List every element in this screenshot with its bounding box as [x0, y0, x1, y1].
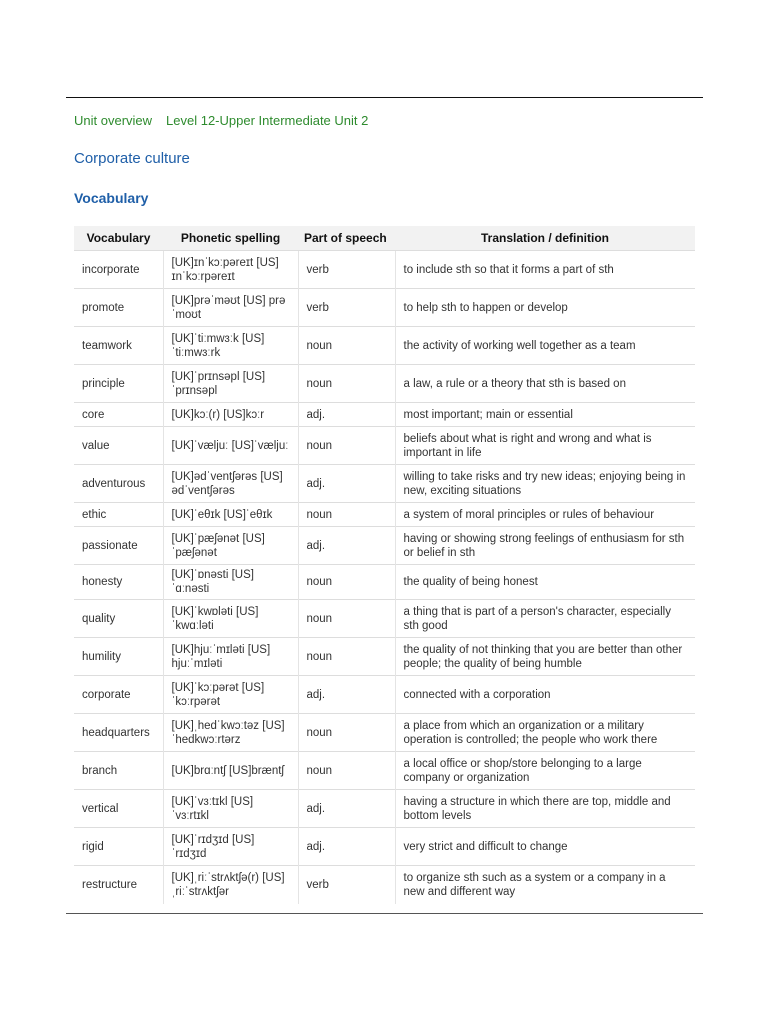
vocabulary-cell: incorporate	[74, 251, 163, 289]
phonetic-cell: [UK]hjuːˈmɪləti [US] hjuːˈmɪləti	[163, 638, 298, 676]
table-header-row	[74, 226, 695, 251]
vocabulary-cell: passionate	[74, 527, 163, 565]
part-of-speech-cell: noun	[298, 600, 395, 638]
part-of-speech-cell: verb	[298, 289, 395, 327]
phonetic-cell: [UK]prəˈməʊt [US] prəˈmoʊt	[163, 289, 298, 327]
phonetic-cell: [UK]ˈɒnəsti [US] ˈɑːnəsti	[163, 565, 298, 600]
definition-cell: having or showing strong feelings of enthusiasm for sth or belief in sth	[395, 527, 695, 565]
vocabulary-cell: branch	[74, 752, 163, 790]
table-row	[74, 676, 695, 714]
table-row	[74, 327, 695, 365]
breadcrumb-level-link[interactable]: Level 12-Upper Intermediate Unit 2	[166, 113, 369, 128]
vocabulary-cell: honesty	[74, 565, 163, 600]
part-of-speech-cell: noun	[298, 327, 395, 365]
part-of-speech-cell: adj.	[298, 465, 395, 503]
table-row	[74, 565, 695, 600]
part-of-speech-cell: adj.	[298, 790, 395, 828]
part-of-speech-cell: verb	[298, 866, 395, 904]
part-of-speech-cell: noun	[298, 565, 395, 600]
part-of-speech-cell: noun	[298, 365, 395, 403]
vocabulary-cell: quality	[74, 600, 163, 638]
vocabulary-table	[74, 226, 695, 904]
phonetic-cell: [UK]brɑːntʃ [US]bræntʃ	[163, 752, 298, 790]
top-divider	[66, 97, 703, 98]
vocabulary-cell: value	[74, 427, 163, 465]
vocabulary-cell: teamwork	[74, 327, 163, 365]
table-row	[74, 600, 695, 638]
definition-cell: to help sth to happen or develop	[395, 289, 695, 327]
bottom-divider	[66, 913, 703, 914]
header-vocabulary: Vocabulary	[74, 226, 163, 251]
vocabulary-cell: promote	[74, 289, 163, 327]
vocabulary-cell: restructure	[74, 866, 163, 904]
part-of-speech-cell: noun	[298, 638, 395, 676]
table-row	[74, 289, 695, 327]
definition-cell: willing to take risks and try new ideas; enjoying being in new, exciting situations	[395, 465, 695, 503]
phonetic-cell: [UK]ˈkɔːpərət [US] ˈkɔːrpərət	[163, 676, 298, 714]
part-of-speech-cell: noun	[298, 752, 395, 790]
vocabulary-cell: corporate	[74, 676, 163, 714]
phonetic-cell: [UK]ˈpæʃənət [US] ˈpæʃənət	[163, 527, 298, 565]
table-row	[74, 828, 695, 866]
vocabulary-cell: vertical	[74, 790, 163, 828]
definition-cell: beliefs about what is right and wrong and what is important in life	[395, 427, 695, 465]
table-row	[74, 714, 695, 752]
definition-cell: connected with a corporation	[395, 676, 695, 714]
definition-cell: having a structure in which there are top, middle and bottom levels	[395, 790, 695, 828]
phonetic-cell: [UK]ˌriːˈstrʌktʃə(r) [US] ˌriːˈstrʌktʃər	[163, 866, 298, 904]
phonetic-cell: [UK]ˈkwɒləti [US] ˈkwɑːləti	[163, 600, 298, 638]
header-translation-definition: Translation / definition	[395, 226, 695, 251]
phonetic-cell: [UK]ədˈventʃərəs [US] ədˈventʃərəs	[163, 465, 298, 503]
vocabulary-cell: humility	[74, 638, 163, 676]
phonetic-cell: [UK]ˈeθɪk [US]ˈeθɪk	[163, 503, 298, 527]
part-of-speech-cell: adj.	[298, 403, 395, 427]
part-of-speech-cell: adj.	[298, 676, 395, 714]
part-of-speech-cell: noun	[298, 427, 395, 465]
part-of-speech-cell: adj.	[298, 828, 395, 866]
page-title: Corporate culture	[74, 150, 190, 167]
table-row	[74, 403, 695, 427]
table-row	[74, 790, 695, 828]
phonetic-cell: [UK]ˈvæljuː [US]ˈvæljuː	[163, 427, 298, 465]
vocabulary-cell: headquarters	[74, 714, 163, 752]
table-row	[74, 527, 695, 565]
table-row	[74, 251, 695, 289]
table-row	[74, 503, 695, 527]
definition-cell: a system of moral principles or rules of behaviour	[395, 503, 695, 527]
table-row	[74, 752, 695, 790]
phonetic-cell: [UK]ɪnˈkɔːpəreɪt [US] ɪnˈkɔːrpəreɪt	[163, 251, 298, 289]
phonetic-cell: [UK]ˌhedˈkwɔːtəz [US] ˈhedkwɔːrtərz	[163, 714, 298, 752]
phonetic-cell: [UK]ˈtiːmwɜːk [US] ˈtiːmwɜːrk	[163, 327, 298, 365]
table-row	[74, 465, 695, 503]
table-row	[74, 427, 695, 465]
phonetic-cell: [UK]kɔː(r) [US]kɔːr	[163, 403, 298, 427]
phonetic-cell: [UK]ˈvɜːtɪkl [US]ˈvɜːrtɪkl	[163, 790, 298, 828]
definition-cell: a thing that is part of a person's character, especially sth good	[395, 600, 695, 638]
definition-cell: the quality of being honest	[395, 565, 695, 600]
vocabulary-cell: adventurous	[74, 465, 163, 503]
definition-cell: the activity of working well together as a team	[395, 327, 695, 365]
vocabulary-cell: rigid	[74, 828, 163, 866]
definition-cell: a place from which an organization or a military operation is controlled; the people who work there	[395, 714, 695, 752]
header-phonetic-spelling: Phonetic spelling	[163, 226, 298, 251]
vocabulary-cell: core	[74, 403, 163, 427]
part-of-speech-cell: adj.	[298, 527, 395, 565]
definition-cell: most important; main or essential	[395, 403, 695, 427]
definition-cell: to include sth so that it forms a part of sth	[395, 251, 695, 289]
section-title: Vocabulary	[74, 190, 149, 206]
table-row	[74, 866, 695, 904]
vocabulary-cell: ethic	[74, 503, 163, 527]
part-of-speech-cell: noun	[298, 714, 395, 752]
phonetic-cell: [UK]ˈprɪnsəpl [US] ˈprɪnsəpl	[163, 365, 298, 403]
table-body	[74, 251, 695, 904]
part-of-speech-cell: noun	[298, 503, 395, 527]
breadcrumb	[74, 113, 368, 128]
phonetic-cell: [UK]ˈrɪdʒɪd [US] ˈrɪdʒɪd	[163, 828, 298, 866]
part-of-speech-cell: verb	[298, 251, 395, 289]
definition-cell: a law, a rule or a theory that sth is based on	[395, 365, 695, 403]
header-part-of-speech: Part of speech	[298, 226, 395, 251]
definition-cell: to organize sth such as a system or a company in a new and different way	[395, 866, 695, 904]
table-row	[74, 638, 695, 676]
definition-cell: the quality of not thinking that you are better than other people; the quality of being humble	[395, 638, 695, 676]
breadcrumb-unit-overview-link[interactable]: Unit overview	[74, 113, 153, 128]
definition-cell: very strict and difficult to change	[395, 828, 695, 866]
vocabulary-cell: principle	[74, 365, 163, 403]
table-row	[74, 365, 695, 403]
definition-cell: a local office or shop/store belonging to a large company or organization	[395, 752, 695, 790]
